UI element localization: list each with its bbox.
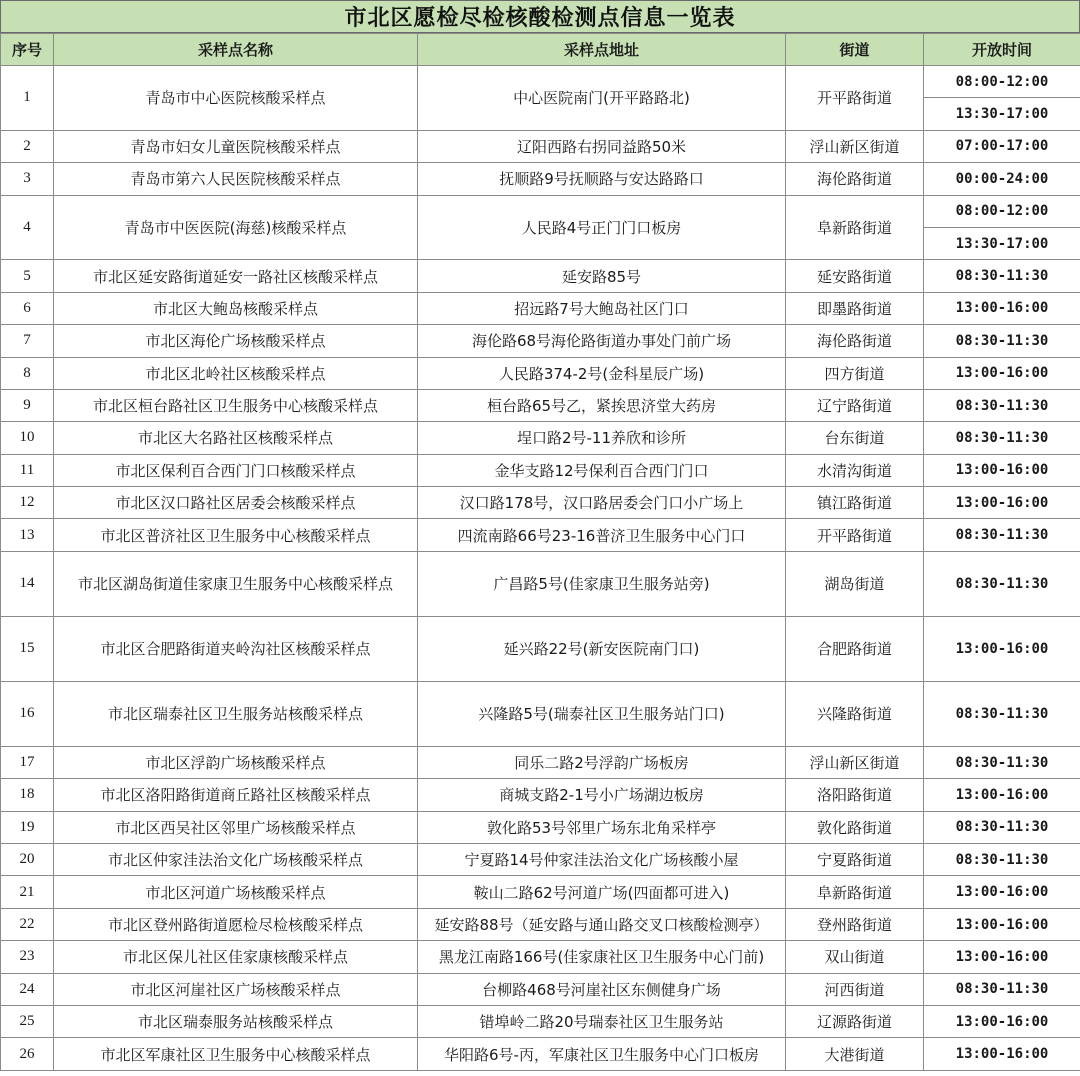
cell-hours: 13:30-17:00: [924, 98, 1080, 130]
cell-seq: 24: [1, 973, 54, 1005]
cell-street: 台东街道: [786, 422, 924, 454]
table-row: [1, 66, 1080, 98]
table-row: [1, 130, 1080, 162]
cell-seq: 3: [1, 163, 54, 195]
cell-street: 大港街道: [786, 1038, 924, 1070]
cell-seq: 6: [1, 292, 54, 324]
cell-address: 延安路88号（延安路与通山路交叉口核酸检测亭）: [418, 908, 786, 940]
cell-seq: 12: [1, 487, 54, 519]
cell-seq: 2: [1, 130, 54, 162]
cell-street: 海伦路街道: [786, 163, 924, 195]
cell-seq: 26: [1, 1038, 54, 1070]
cell-site-name: 市北区大鲍岛核酸采样点: [54, 292, 418, 324]
cell-site-name: 市北区普济社区卫生服务中心核酸采样点: [54, 519, 418, 551]
cell-seq: 7: [1, 325, 54, 357]
cell-address: 汉口路178号，汉口路居委会门口小广场上: [418, 487, 786, 519]
cell-site-name: 市北区瑞泰社区卫生服务站核酸采样点: [54, 681, 418, 746]
cell-seq: 15: [1, 616, 54, 681]
table-row: [1, 487, 1080, 519]
cell-address: 同乐二路2号浮韵广场板房: [418, 746, 786, 778]
cell-hours: 08:30-11:30: [924, 811, 1080, 843]
header-hours: 开放时间: [924, 34, 1080, 66]
cell-seq: 14: [1, 551, 54, 616]
cell-site-name: 市北区海伦广场核酸采样点: [54, 325, 418, 357]
cell-site-name: 市北区北岭社区核酸采样点: [54, 357, 418, 389]
cell-hours: 08:30-11:30: [924, 519, 1080, 551]
cell-hours: 13:00-16:00: [924, 779, 1080, 811]
cell-street: 洛阳路街道: [786, 779, 924, 811]
table-row: [1, 908, 1080, 940]
cell-address: 辽阳西路右拐同益路50米: [418, 130, 786, 162]
cell-site-name: 青岛市中医医院(海慈)核酸采样点: [54, 195, 418, 260]
cell-seq: 11: [1, 454, 54, 486]
table-row: [1, 941, 1080, 973]
cell-address: 中心医院南门(开平路路北): [418, 66, 786, 131]
cell-site-name: 市北区河崖社区广场核酸采样点: [54, 973, 418, 1005]
cell-address: 黑龙江南路166号(佳家康社区卫生服务中心门前): [418, 941, 786, 973]
cell-site-name: 市北区浮韵广场核酸采样点: [54, 746, 418, 778]
table-row: [1, 389, 1080, 421]
cell-street: 辽源路街道: [786, 1005, 924, 1037]
cell-site-name: 市北区桓台路社区卫生服务中心核酸采样点: [54, 389, 418, 421]
cell-seq: 25: [1, 1005, 54, 1037]
cell-site-name: 市北区河道广场核酸采样点: [54, 876, 418, 908]
cell-address: 台柳路468号河崖社区东侧健身广场: [418, 973, 786, 1005]
cell-hours: 08:00-12:00: [924, 66, 1080, 98]
cell-hours: 13:00-16:00: [924, 1038, 1080, 1070]
header-row: [1, 34, 1080, 66]
cell-address: 商城支路2-1号小广场湖边板房: [418, 779, 786, 811]
cell-address: 延安路85号: [418, 260, 786, 292]
cell-seq: 9: [1, 389, 54, 421]
cell-address: 延兴路22号(新安医院南门口): [418, 616, 786, 681]
cell-site-name: 市北区军康社区卫生服务中心核酸采样点: [54, 1038, 418, 1070]
cell-seq: 21: [1, 876, 54, 908]
cell-address: 鞍山二路62号河道广场(四面都可进入): [418, 876, 786, 908]
cell-site-name: 市北区西吴社区邻里广场核酸采样点: [54, 811, 418, 843]
header-street: 街道: [786, 34, 924, 66]
cell-hours: 13:30-17:00: [924, 227, 1080, 259]
cell-street: 水清沟街道: [786, 454, 924, 486]
cell-site-name: 市北区瑞泰服务站核酸采样点: [54, 1005, 418, 1037]
table-body: [1, 66, 1080, 1071]
cell-seq: 17: [1, 746, 54, 778]
cell-street: 兴隆路街道: [786, 681, 924, 746]
table-row: [1, 616, 1080, 681]
table-title: 市北区愿检尽检核酸检测点信息一览表: [0, 0, 1080, 33]
cell-address: 敦化路53号邻里广场东北角采样亭: [418, 811, 786, 843]
cell-address: 抚顺路9号抚顺路与安达路路口: [418, 163, 786, 195]
header-seq: 序号: [1, 34, 54, 66]
table-row: [1, 779, 1080, 811]
cell-hours: 13:00-16:00: [924, 941, 1080, 973]
cell-street: 镇江路街道: [786, 487, 924, 519]
cell-street: 海伦路街道: [786, 325, 924, 357]
cell-address: 金华支路12号保利百合西门门口: [418, 454, 786, 486]
cell-street: 合肥路街道: [786, 616, 924, 681]
table-row: [1, 422, 1080, 454]
cell-hours: 08:00-12:00: [924, 195, 1080, 227]
table-row: [1, 681, 1080, 746]
cell-hours: 13:00-16:00: [924, 487, 1080, 519]
table-row: [1, 454, 1080, 486]
cell-address: 埕口路2号-11养欣和诊所: [418, 422, 786, 454]
cell-address: 海伦路68号海伦路街道办事处门前广场: [418, 325, 786, 357]
cell-street: 阜新路街道: [786, 195, 924, 260]
table-row: [1, 292, 1080, 324]
cell-hours: 13:00-16:00: [924, 292, 1080, 324]
cell-hours: 13:00-16:00: [924, 454, 1080, 486]
cell-seq: 19: [1, 811, 54, 843]
table-row: [1, 519, 1080, 551]
cell-address: 桓台路65号乙，紧挨思济堂大药房: [418, 389, 786, 421]
cell-street: 湖岛街道: [786, 551, 924, 616]
cell-street: 河西街道: [786, 973, 924, 1005]
cell-seq: 18: [1, 779, 54, 811]
cell-hours: 07:00-17:00: [924, 130, 1080, 162]
header-name: 采样点名称: [54, 34, 418, 66]
cell-site-name: 市北区洛阳路街道商丘路社区核酸采样点: [54, 779, 418, 811]
cell-address: 招远路7号大鲍岛社区门口: [418, 292, 786, 324]
cell-address: 四流南路66号23-16普济卫生服务中心门口: [418, 519, 786, 551]
cell-site-name: 青岛市妇女儿童医院核酸采样点: [54, 130, 418, 162]
cell-address: 兴隆路5号(瑞泰社区卫生服务站门口): [418, 681, 786, 746]
cell-hours: 08:30-11:30: [924, 325, 1080, 357]
cell-site-name: 青岛市第六人民医院核酸采样点: [54, 163, 418, 195]
table-row: [1, 163, 1080, 195]
cell-hours: 08:30-11:30: [924, 260, 1080, 292]
table-row: [1, 325, 1080, 357]
cell-hours: 08:30-11:30: [924, 389, 1080, 421]
cell-seq: 5: [1, 260, 54, 292]
cell-hours: 08:30-11:30: [924, 551, 1080, 616]
cell-seq: 22: [1, 908, 54, 940]
cell-hours: 13:00-16:00: [924, 357, 1080, 389]
cell-street: 辽宁路街道: [786, 389, 924, 421]
cell-street: 宁夏路街道: [786, 844, 924, 876]
cell-address: 广昌路5号(佳家康卫生服务站旁): [418, 551, 786, 616]
cell-street: 阜新路街道: [786, 876, 924, 908]
cell-address: 人民路4号正门门口板房: [418, 195, 786, 260]
cell-street: 敦化路街道: [786, 811, 924, 843]
table-row: [1, 973, 1080, 1005]
cell-hours: 13:00-16:00: [924, 876, 1080, 908]
cell-seq: 23: [1, 941, 54, 973]
test-site-table: [0, 33, 1080, 1071]
cell-street: 即墨路街道: [786, 292, 924, 324]
cell-hours: 13:00-16:00: [924, 908, 1080, 940]
cell-site-name: 市北区合肥路街道夹岭沟社区核酸采样点: [54, 616, 418, 681]
cell-site-name: 市北区保利百合西门门口核酸采样点: [54, 454, 418, 486]
cell-seq: 13: [1, 519, 54, 551]
table-row: [1, 844, 1080, 876]
cell-hours: 08:30-11:30: [924, 844, 1080, 876]
cell-street: 浮山新区街道: [786, 130, 924, 162]
table-row: [1, 195, 1080, 227]
cell-hours: 13:00-16:00: [924, 1005, 1080, 1037]
table-row: [1, 260, 1080, 292]
cell-address: 宁夏路14号仲家洼法治文化广场核酸小屋: [418, 844, 786, 876]
cell-seq: 4: [1, 195, 54, 260]
cell-street: 四方街道: [786, 357, 924, 389]
cell-hours: 08:30-11:30: [924, 681, 1080, 746]
header-address: 采样点地址: [418, 34, 786, 66]
cell-hours: 08:30-11:30: [924, 973, 1080, 1005]
cell-street: 延安路街道: [786, 260, 924, 292]
cell-address: 华阳路6号-丙，军康社区卫生服务中心门口板房: [418, 1038, 786, 1070]
table-row: [1, 811, 1080, 843]
cell-street: 登州路街道: [786, 908, 924, 940]
cell-street: 双山街道: [786, 941, 924, 973]
cell-street: 浮山新区街道: [786, 746, 924, 778]
cell-site-name: 市北区延安路街道延安一路社区核酸采样点: [54, 260, 418, 292]
table-row: [1, 1005, 1080, 1037]
cell-hours: 00:00-24:00: [924, 163, 1080, 195]
cell-site-name: 市北区大名路社区核酸采样点: [54, 422, 418, 454]
cell-seq: 8: [1, 357, 54, 389]
cell-address: 错埠岭二路20号瑞泰社区卫生服务站: [418, 1005, 786, 1037]
cell-site-name: 青岛市中心医院核酸采样点: [54, 66, 418, 131]
cell-site-name: 市北区仲家洼法治文化广场核酸采样点: [54, 844, 418, 876]
cell-seq: 10: [1, 422, 54, 454]
cell-street: 开平路街道: [786, 66, 924, 131]
table-row: [1, 1038, 1080, 1070]
table-row: [1, 551, 1080, 616]
cell-street: 开平路街道: [786, 519, 924, 551]
table-row: [1, 357, 1080, 389]
cell-seq: 20: [1, 844, 54, 876]
cell-address: 人民路374-2号(金科星辰广场): [418, 357, 786, 389]
cell-site-name: 市北区湖岛街道佳家康卫生服务中心核酸采样点: [54, 551, 418, 616]
cell-site-name: 市北区登州路街道愿检尽检核酸采样点: [54, 908, 418, 940]
cell-site-name: 市北区保儿社区佳家康核酸采样点: [54, 941, 418, 973]
table-row: [1, 746, 1080, 778]
cell-hours: 08:30-11:30: [924, 422, 1080, 454]
cell-site-name: 市北区汉口路社区居委会核酸采样点: [54, 487, 418, 519]
cell-seq: 16: [1, 681, 54, 746]
cell-hours: 08:30-11:30: [924, 746, 1080, 778]
table-row: [1, 876, 1080, 908]
cell-hours: 13:00-16:00: [924, 616, 1080, 681]
cell-seq: 1: [1, 66, 54, 131]
